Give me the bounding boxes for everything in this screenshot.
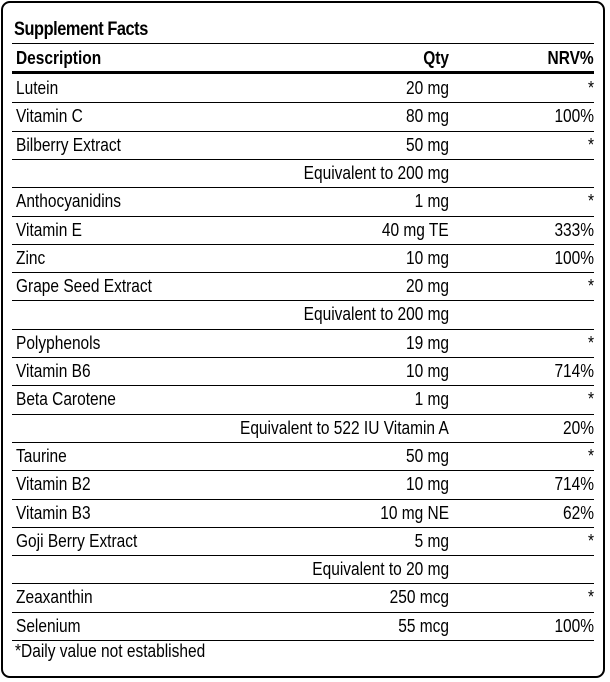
row-nrv: * [587, 587, 594, 608]
row-qty: Equivalent to 522 IU Vitamin A [240, 417, 449, 438]
row-qty: 40 mg TE [382, 219, 449, 240]
row-nrv: 714% [554, 361, 594, 381]
table-row [12, 103, 594, 131]
row-nrv: 100% [554, 615, 594, 636]
table-row [12, 528, 594, 556]
row-nrv: * [587, 445, 594, 466]
table-row [12, 245, 594, 273]
row-description: Vitamin B2 [16, 474, 91, 495]
row-qty: 55 mcg [398, 615, 449, 636]
row-description: Vitamin B3 [16, 502, 91, 523]
row-nrv: 62% [563, 502, 594, 523]
row-description: Anthocyanidins [16, 191, 122, 212]
table-row [12, 584, 594, 612]
row-description: Zinc [16, 247, 46, 268]
row-qty: 20 mg [405, 276, 449, 297]
row-qty: Equivalent to 200 mg [303, 304, 449, 325]
row-description: Taurine [16, 445, 67, 466]
row-nrv: * [587, 134, 594, 155]
table-row [12, 217, 594, 245]
table-row [12, 330, 594, 358]
row-qty: 50 mg [405, 134, 449, 155]
table-row [12, 160, 594, 188]
table-row [12, 358, 594, 386]
row-qty: 10 mg [405, 361, 449, 381]
row-qty: 10 mg NE [380, 502, 449, 523]
table-row [12, 75, 594, 103]
header-nrv: NRV% [547, 48, 594, 68]
row-description: Vitamin C [16, 106, 83, 127]
row-qty: 50 mg [405, 445, 449, 466]
header-description: Description [16, 48, 102, 68]
table-row [12, 188, 594, 216]
row-nrv: * [587, 191, 594, 212]
row-nrv: 100% [554, 247, 594, 268]
row-description: Beta Carotene [16, 389, 116, 410]
row-description: Zeaxanthin [16, 587, 93, 608]
row-description: Polyphenols [16, 332, 101, 353]
table-row [12, 443, 594, 471]
table-row [12, 301, 594, 329]
row-description: Vitamin B6 [16, 361, 91, 381]
row-description: Goji Berry Extract [16, 530, 138, 551]
row-nrv: 100% [554, 106, 594, 127]
table-row [12, 556, 594, 584]
row-description: Lutein [16, 78, 59, 98]
header-qty: Qty [423, 48, 449, 68]
footnote: *Daily value not established [15, 641, 206, 661]
row-description: Grape Seed Extract [16, 276, 152, 297]
row-description: Selenium [16, 615, 81, 636]
row-qty: Equivalent to 200 mg [303, 162, 449, 183]
row-qty: 250 mcg [389, 587, 449, 608]
table-row [12, 386, 594, 414]
panel-title: Supplement Facts [14, 19, 148, 40]
table-row [12, 132, 594, 160]
row-qty: 20 mg [405, 78, 449, 98]
table-row [12, 273, 594, 301]
table-row [12, 471, 594, 499]
table-header [12, 45, 594, 73]
table-row [12, 500, 594, 528]
row-nrv: * [587, 78, 594, 98]
table-row [12, 415, 594, 443]
row-qty: 10 mg [405, 247, 449, 268]
header-divider [12, 71, 594, 74]
row-nrv: * [587, 332, 594, 353]
row-description: Vitamin E [16, 219, 82, 240]
row-qty: 5 mg [414, 530, 449, 551]
row-nrv: 333% [554, 219, 594, 240]
row-nrv: * [587, 389, 594, 410]
title-divider [12, 43, 594, 44]
row-nrv: * [587, 530, 594, 551]
supplement-facts-panel [1, 1, 605, 678]
row-qty: 1 mg [414, 191, 449, 212]
row-qty: 19 mg [405, 332, 449, 353]
row-qty: 1 mg [414, 389, 449, 410]
row-nrv: 714% [554, 474, 594, 495]
row-nrv: 20% [563, 417, 594, 438]
row-nrv: * [587, 276, 594, 297]
row-qty: Equivalent to 20 mg [312, 559, 449, 580]
table-row [12, 613, 594, 641]
row-description: Bilberry Extract [16, 134, 121, 155]
row-qty: 10 mg [405, 474, 449, 495]
row-qty: 80 mg [405, 106, 449, 127]
